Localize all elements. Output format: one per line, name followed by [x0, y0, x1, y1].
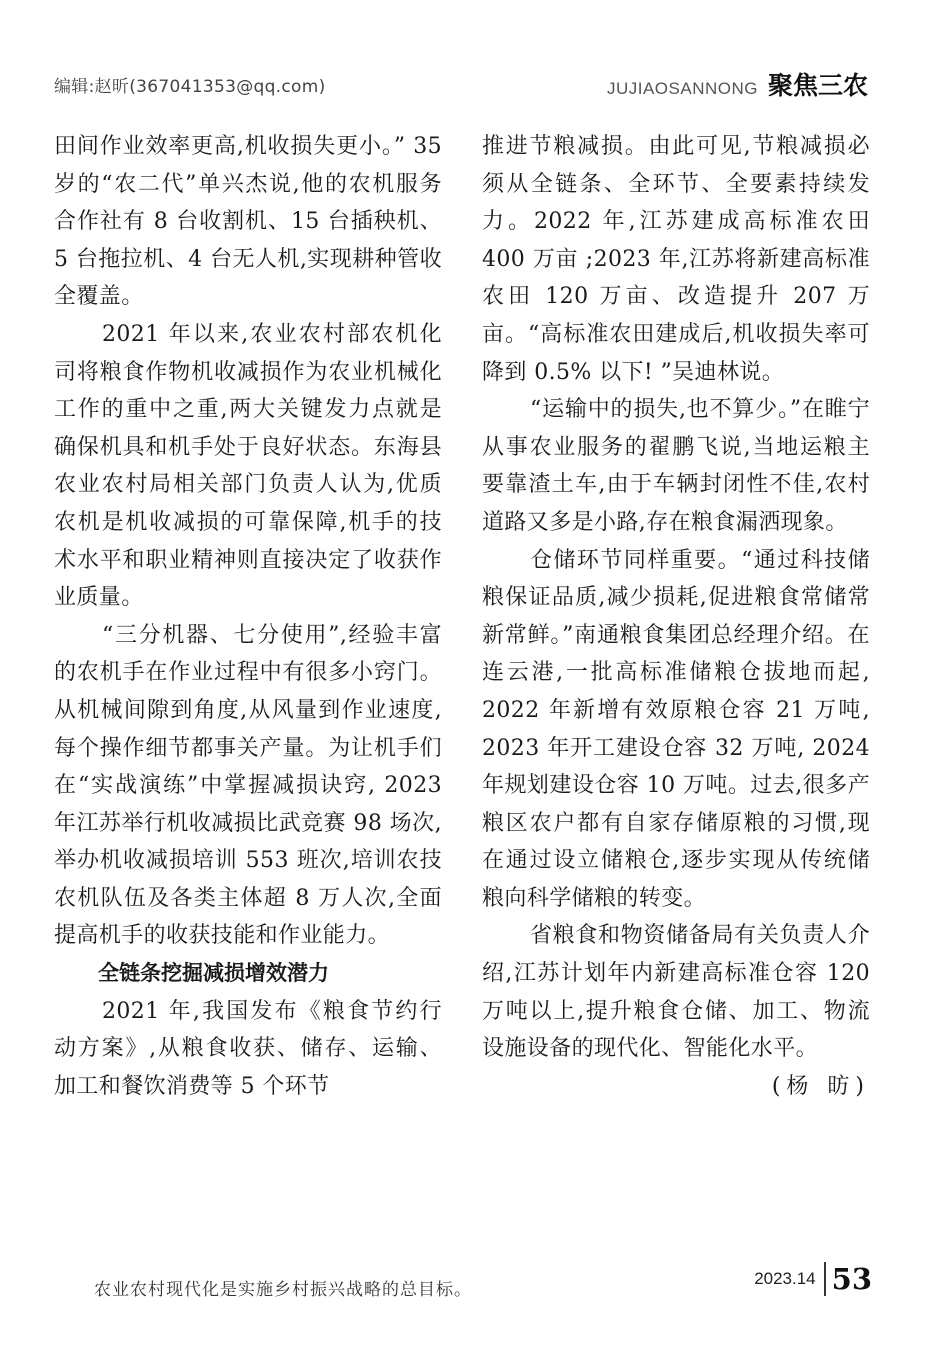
article-paragraph: 2021 年以来,农业农村部农机化司将粮食作物机收减损作为农业机械化工作的重中之重,两大关键发力点就是确保机具和机手处于良好状态。东海县农业农村局相关部门负责人认为,优质农机是机收减损的可靠保障,机手的技术水平和职业精神则直接决定了收获作业质量。: [54, 321, 442, 611]
page-number: 53: [831, 1262, 872, 1296]
section-subheading: 全链条挖掘减损增效潜力: [98, 961, 329, 986]
footer-pagination: [754, 1262, 872, 1296]
author-signature: (杨 昉): [771, 1073, 870, 1099]
column-title: 聚焦三农: [767, 71, 868, 100]
left-column: [54, 128, 442, 1105]
article-paragraph: 推进节粮减损。由此可见,节粮减损必须从全链条、全环节、全要素持续发力。2022 年,江苏建成高标准农田 400 万亩 ;2023 年,江苏将新建高标准农田 120 万亩、改造提升 207 万亩。“高标准农田建成后,机收损失率可降到 0.5% 以下! ”吴迪林说。: [482, 134, 870, 385]
column-latin-name: JUJIAOSANNONG: [606, 79, 758, 98]
right-column: [482, 128, 870, 1105]
article-paragraph-final: [482, 917, 870, 1099]
footer-slogan: 农业农村现代化是实施乡村振兴战略的总目标。: [94, 1280, 472, 1300]
final-paragraph-text: 省粮食和物资储备局有关负责人介绍,江苏计划年内新建高标准仓容 120 万吨以上,提升粮食仓储、加工、物流设施设备的现代化、智能化水平。: [482, 923, 870, 1062]
editor-credit: 编辑:赵昕(367041353@qq.com): [54, 77, 326, 97]
article-paragraph: 2021 年,我国发布《粮食节约行动方案》,从粮食收获、储存、运输、加工和餐饮消费等 5 个环节: [54, 998, 442, 1099]
issue-number: 2023.14: [754, 1269, 816, 1288]
article-paragraph: 仓储环节同样重要。“通过科技储粮保证品质,减少损耗,促进粮食常储常新常鲜。”南通粮食集团总经理介绍。在连云港,一批高标准储粮仓拔地而起, 2022 年新增有效原粮仓容 21 万吨, 2023 年开工建设仓容 32 万吨, 2024 年规划建设仓容 10 万吨。过去,很多产粮区农户都有自家存储原粮的习惯,现在通过设立储粮仓,逐步实现从传统储粮向科学储粮的转变。: [482, 547, 870, 911]
article-paragraph: “运输中的损失,也不算少。”在睢宁从事农业服务的翟鹏飞说,当地运粮主要靠渣土车,由于车辆封闭性不佳,农村道路又多是小路,存在粮食漏洒现象。: [482, 397, 870, 535]
article-paragraph: 田间作业效率更高,机收损失更小。” 35 岁的“农二代”单兴杰说,他的农机服务合作社有 8 台收割机、15 台插秧机、5 台拖拉机、4 台无人机,实现耕种管收全覆盖。: [54, 134, 442, 310]
article-paragraph: “三分机器、七分使用”,经验丰富的农机手在作业过程中有很多小窍门。从机械间隙到角度,从风量到作业速度,每个操作细节都事关产量。为让机手们在“实战演练”中掌握减损诀窍, 2023 年江苏举行机收减损比武竞赛 98 场次,举办机收减损培训 553 班次,培训农技农机队伍及各类主体超 8 万人次,全面提高机手的收获技能和作业能力。: [54, 622, 442, 949]
column-header: [607, 66, 868, 102]
